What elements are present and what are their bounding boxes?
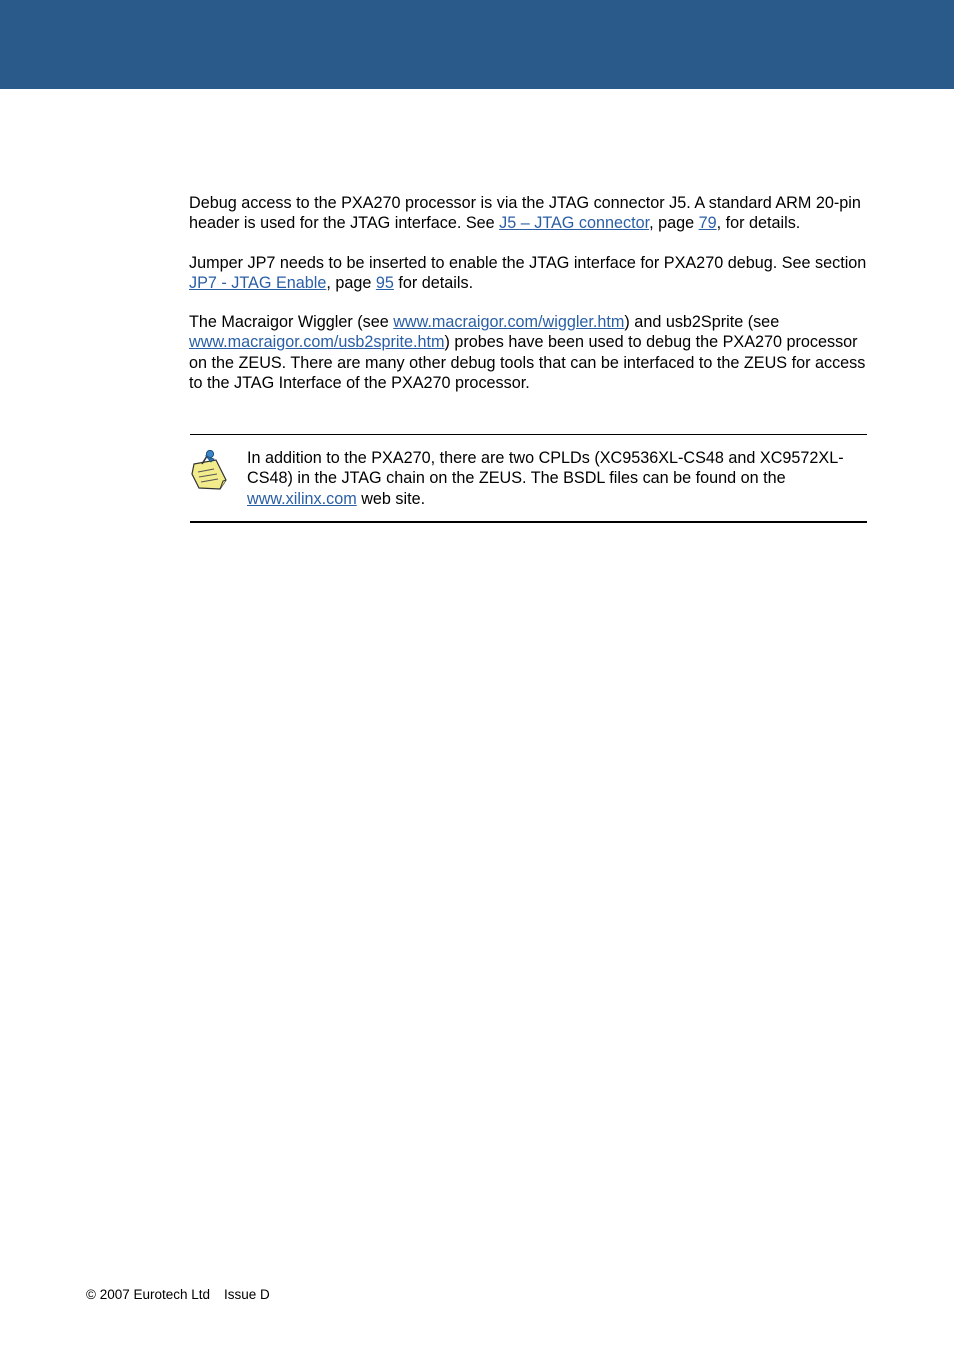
footer-issue: Issue D: [224, 1287, 270, 1302]
footer-copyright: © 2007 Eurotech Ltd: [86, 1287, 211, 1302]
paragraph-jumper-jp7: [189, 253, 869, 294]
paragraph-debug-probes: [189, 312, 869, 393]
note-pin-icon: [190, 450, 230, 492]
main-content: [189, 193, 869, 412]
note-text: [247, 448, 857, 509]
link-macraigor-usb2sprite[interactable]: www.macraigor.com/usb2sprite.htm: [189, 333, 445, 352]
paragraph-text: , page: [649, 214, 699, 233]
header-bar: [0, 0, 954, 89]
paragraph-jtag-access: [189, 193, 869, 234]
link-jp7-jtag-enable[interactable]: JP7 - JTAG Enable: [189, 273, 327, 292]
page-footer: [86, 1286, 270, 1304]
paragraph-text: Jumper JP7 needs to be inserted to enable the JTAG interface for PXA270 debug. See section: [189, 253, 867, 272]
paragraph-text: ) probes have been used to debug the PXA270 processor on the ZEUS. There are many other debug tools that can be interfaced to the ZEUS for access to the JTAG Interface of the PXA270 processor.: [189, 333, 866, 393]
paragraph-text: The Macraigor Wiggler (see: [189, 313, 394, 332]
link-page-79[interactable]: 79: [698, 214, 717, 233]
link-macraigor-wiggler[interactable]: www.macraigor.com/wiggler.htm: [393, 313, 625, 332]
paragraph-text: , for details.: [716, 214, 801, 233]
link-page-95[interactable]: 95: [375, 273, 394, 292]
link-xilinx[interactable]: www.xilinx.com: [247, 489, 357, 508]
paragraph-text: ) and usb2Sprite (see: [624, 313, 780, 332]
paragraph-text: , page: [326, 273, 376, 292]
paragraph-text: for details.: [393, 273, 474, 292]
note-text-part: In addition to the PXA270, there are two CPLDs (XC9536XL-CS48 and XC9572XL-CS48) in the JTAG chain on the ZEUS. The BSDL files can be found on the: [247, 449, 844, 488]
note-text-part: web site.: [356, 489, 426, 508]
link-j5-jtag-connector[interactable]: J5 – JTAG connector: [499, 214, 650, 233]
note-box: [190, 434, 867, 523]
paragraph-text: Debug access to the PXA270 processor is via the JTAG connector J5. A standard ARM 20-pin header is used for the JTAG interface. See: [189, 194, 861, 233]
